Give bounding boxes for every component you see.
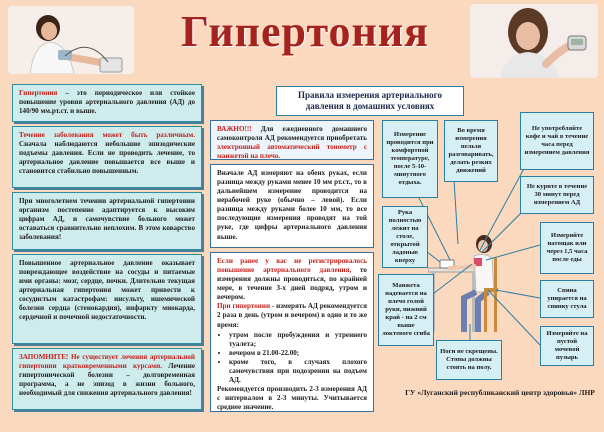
schedule-box: Если ранее у вас не регистрировалось повышение артериального давления, то измерения должны проводиться, по крайней мере, в течение 3-х дней подряд, утром и вечером. При гипертонии - измерять АД рекомендуется 2 раза в день (утром и вечером) в одно и то же время: • утром после пробуждения и утреннего туалета; • вечером в 21.00-22.00; • кроме того, в случаях плохого самочувствия при подозрении на подъем АД. Рекомендуется производить 2-3 измерения АД с интервалом в 2-3 минуты. Учитывается среднее значение. [210,252,374,412]
list-item: • вечером в 21.00-22.00; [229,349,367,358]
tip-no-coffee: Не употребляйте кофе и чай в течение часа перед измерением давления [520,112,594,170]
important-box: ВАЖНО!!! Для ежедневного домашнего самоконтроля АД рекомендуется приобретать электронный автоматический тонометр с манжетой на плечо. [210,120,374,160]
first-measure-box: Вначале АД измеряют на обеих руках, если разница между руками менее 10 мм рт.ст., то в дальнейшем измерение проводится на нерабочей руке (обычно – левой). Если разница между руками более 10 мм, то все последующие измерения проводят на той руке, где цифры артериального давления выше. [210,164,374,248]
tip-no-talking: Во время измерения нельзя разговаривать, делать резких движений [444,120,498,182]
tip-arm-on-table: Рука полностью лежит на столе, открытой ладонью кверху [382,206,428,268]
tip-bladder: Измеряйте на пустой мочевой пузырь [540,326,594,366]
page-title: Гипертония [181,7,429,56]
tip-back-support: Спина упирается на спинку стула [540,280,594,318]
tip-rest: Измерение проводится при комфортной температуре, после 5-10-минутного отдыха. [382,120,438,198]
adapt-box: При многолетнем течении артериальной гипертонии организм постепенно адаптируется к высоким цифрам АД, и самочувствие больного может оставаться сравнительно неплохим. В этом коварство заболевания! [12,192,202,250]
rules-title: Правила измерения артериального давления в домашних условиях [276,86,464,116]
list-item: • утром после пробуждения и утреннего туалета; [229,331,367,349]
list-item: • кроме того, в случаях плохого самочувствия при подозрении на подъем АД. [229,358,367,385]
tip-legs: Ноги не скрещены. Стопы должны стоять на полу. [436,340,502,380]
tip-no-smoking: Не курите в течение 30 минут перед измерением АД [520,176,594,214]
remember-box: ЗАПОМНИТЕ! Не существует лечения артериальной гипертонии кратковременными курсами. Лечение гипертонической болезни – долговременная программа, а не эпизод в жизни больного, необходимый для снижения артериального давления! [12,348,202,410]
damage-box: Повышенное артериальное давление оказывает повреждающее воздействие на сосуды и питаемые ими органы: мозг, сердце, почки. Длительно текущая артериальная гипертония может привести к сосудистым катастрофам: инсульту, ишемической болезни сердца (стенокардия), инфаркту миокарда, сердечной и почечной недостаточности. [12,254,202,344]
intro-box: Гипертония – это периодическое или стойкое повышение уровня артериального давления (АД) до 140/90 мм.рт.ст. и выше. [12,84,202,122]
course-box: Течение заболевания может быть различным. Сначала наблюдаются небольшие эпизодические подъемы давления. Если не проводить лечение, то артериальное давление повышается все выше и становится стабильно повышенным. [12,126,202,188]
footer-org: ГУ «Луганский республиканский центр здоровья» ЛНР [405,388,595,397]
tip-empty-stomach: Измеряйте натощак или через 1,5 часа после еды [540,222,594,274]
tip-cuff: Манжета надевается на плечо голой руки, нижний край - на 2 см выше локтевого сгиба [378,274,434,346]
